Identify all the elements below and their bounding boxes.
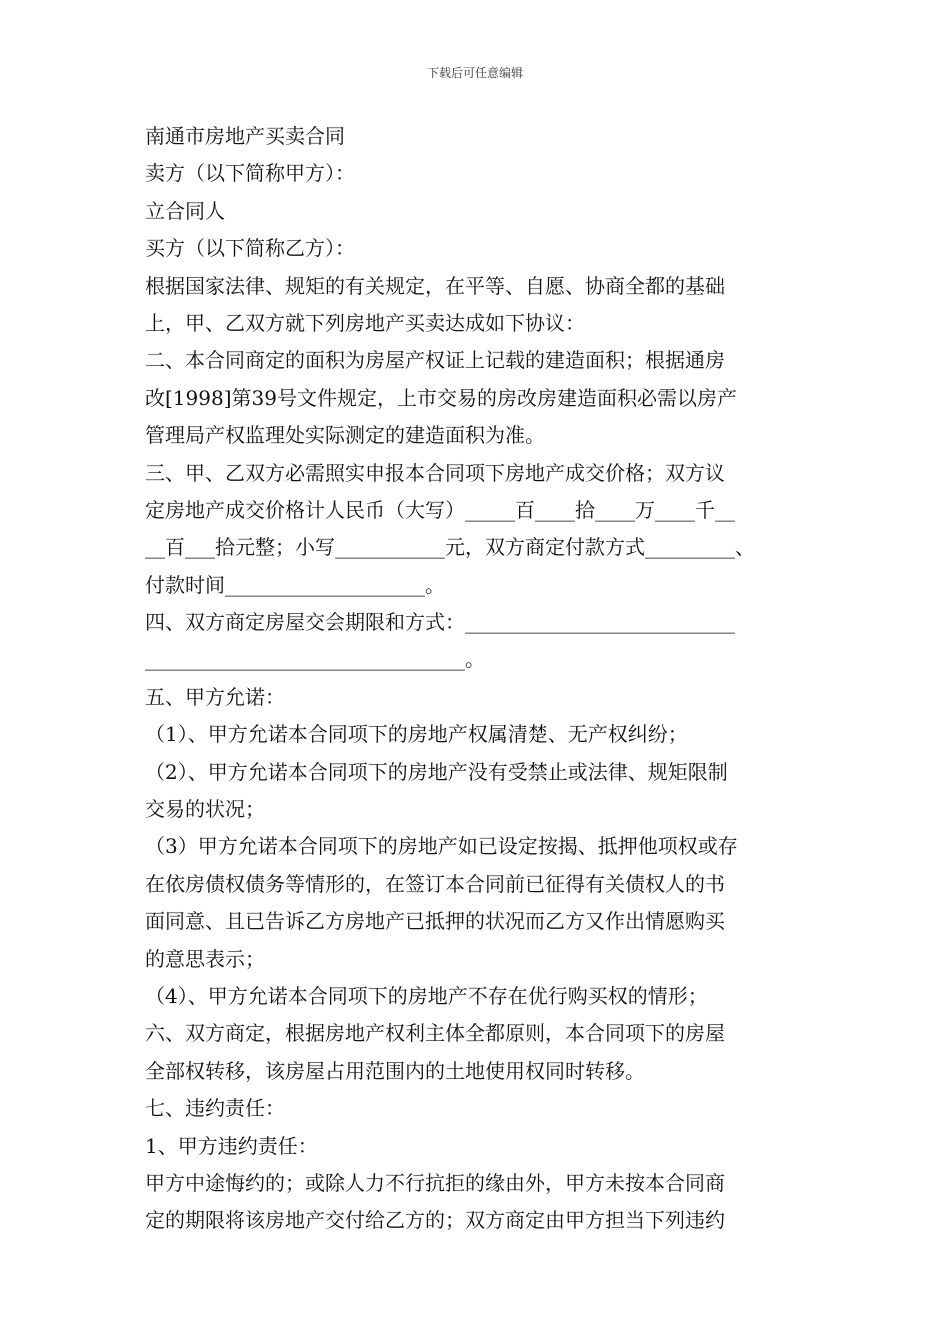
text-line: 在依房债权债务等情形的，在签订本合同前已征得有关债权人的书 <box>145 871 725 896</box>
text-line: 上，甲、乙双方就下列房地产买卖达成如下协议： <box>145 310 585 335</box>
text-line: 定的期限将该房地产交付给乙方的；双方商定由甲方担当下列违约 <box>145 1208 725 1233</box>
text-line: 改[1998]第39号文件规定，上市交易的房改房建造面积必需以房产 <box>145 385 737 410</box>
text-line: 买方（以下简称乙方）： <box>145 236 355 261</box>
text-line: 付款时间____________________。 <box>145 572 445 597</box>
text-line: 六、双方商定，根据房地产权利主体全都原则，本合同项下的房屋 <box>145 1021 725 1046</box>
section-heading: 五、甲方允诺： <box>145 684 285 709</box>
text-line: （1）、甲方允诺本合同项下的房地产权属清楚、无产权纠纷； <box>145 722 688 747</box>
page-header-note: 下载后可任意编辑 <box>426 66 523 80</box>
text-line: 卖方（以下简称甲方）： <box>145 161 355 186</box>
text-line: （2）、甲方允诺本合同项下的房地产没有受禁止或法律、规矩限制 <box>145 759 728 784</box>
text-line: （4）、甲方允诺本合同项下的房地产不存在优行购买权的情形； <box>145 983 708 1008</box>
text-line: ________________________________。 <box>145 647 485 672</box>
text-line: 根据国家法律、规矩的有关规定，在平等、自愿、协商全都的基础 <box>145 273 725 298</box>
text-line: __百___拾元整；小写___________元，双方商定付款方式_________、 <box>145 535 755 560</box>
text-line: 全部权转移，该房屋占用范围内的土地使用权同时转移。 <box>145 1058 645 1083</box>
text-line: 管理局产权监理处实际测定的建造面积为准。 <box>145 423 545 448</box>
text-line: 四、双方商定房屋交会期限和方式：___________________________ <box>145 610 735 635</box>
text-line: 交易的状况； <box>145 797 265 822</box>
contract-body <box>145 118 810 1240</box>
section-heading: 七、违约责任： <box>145 1096 285 1121</box>
text-line: 1、甲方违约责任： <box>145 1133 318 1158</box>
text-line: （3）甲方允诺本合同项下的房地产如已设定按揭、抵押他项权或存 <box>145 834 738 859</box>
text-line: 的意思表示； <box>145 946 265 971</box>
text-line: 三、甲、乙双方必需照实申报本合同项下房地产成交价格；双方议 <box>145 460 725 485</box>
contract-title: 南通市房地产买卖合同 <box>145 124 345 148</box>
text-line: 甲方中途悔约的；或除人力不行抗拒的缘由外，甲方未按本合同商 <box>145 1170 725 1195</box>
text-line: 二、本合同商定的面积为房屋产权证上记载的建造面积；根据通房 <box>145 348 725 373</box>
text-line: 面同意、且已告诉乙方房地产已抵押的状况而乙方又作出情愿购买 <box>145 909 725 934</box>
text-line: 立合同人 <box>145 198 225 223</box>
text-line: 定房地产成交价格计人民币（大写）_____百____拾____万____千__ <box>145 497 735 522</box>
